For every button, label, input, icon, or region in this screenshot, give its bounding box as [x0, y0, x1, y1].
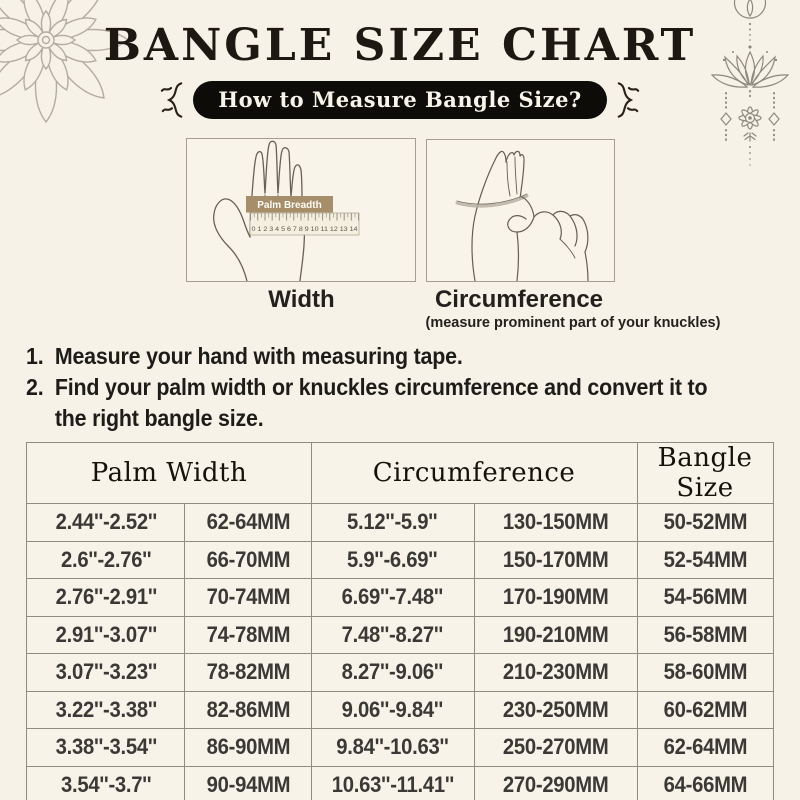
palm-width-in: 2.6''-2.76'' [60, 546, 152, 572]
palm-width-mm: 90-94MM [206, 771, 290, 797]
how-to-measure-badge: How to Measure Bangle Size? [193, 81, 607, 119]
width-caption: Width [268, 286, 335, 314]
col-header-palm-width: Palm Width [27, 443, 311, 504]
palm-width-mm: 66-70MM [206, 546, 290, 572]
bangle-size-mm: 52-54MM [663, 546, 747, 572]
instruction-step-1 [26, 341, 800, 372]
step-number: 2. [26, 374, 44, 401]
palm-width-in: 2.76''-2.91'' [55, 584, 157, 610]
bangle-size-mm: 50-52MM [663, 509, 747, 535]
circumference-in: 10.63''-11.41'' [331, 771, 454, 797]
circumference-mm: 210-230MM [502, 659, 609, 685]
hands-outline [457, 152, 588, 282]
circumference-in: 8.27''-9.06'' [341, 659, 444, 685]
palm-width-in: 3.07''-3.23'' [55, 659, 157, 685]
table-row [27, 616, 773, 654]
bangle-size-mm: 58-60MM [663, 659, 747, 685]
table-row [27, 729, 773, 767]
hand-circumference-illustration [426, 139, 615, 282]
circumference-in: 7.48''-8.27'' [341, 621, 444, 647]
table-row [27, 691, 773, 729]
table-row [27, 541, 773, 579]
palm-width-mm: 86-90MM [206, 734, 290, 760]
palm-width-mm: 78-82MM [206, 659, 290, 685]
circumference-mm: 170-190MM [502, 584, 609, 610]
table-row [27, 579, 773, 617]
palm-width-mm: 62-64MM [206, 509, 290, 535]
table-header-row [27, 443, 773, 504]
circumference-mm: 250-270MM [502, 734, 609, 760]
table-row [27, 504, 773, 542]
bangle-size-mm: 54-56MM [663, 584, 747, 610]
palm-width-in: 2.91''-3.07'' [55, 621, 157, 647]
page-title: BANGLE SIZE CHART [103, 20, 697, 71]
bangle-size-mm: 64-66MM [663, 771, 747, 797]
circumference-mm: 190-210MM [502, 621, 609, 647]
step-number: 1. [26, 343, 44, 370]
circumference-in: 5.9''-6.69'' [347, 546, 438, 572]
col-header-circumference: Circumference [311, 443, 637, 504]
palm-width-in: 3.54''-3.7'' [60, 771, 152, 797]
bangle-size-mm: 56-58MM [663, 621, 747, 647]
flourish-right-icon [616, 81, 640, 119]
circumference-in: 9.06''-9.84'' [341, 696, 444, 722]
circumference-mm: 150-170MM [502, 546, 609, 572]
step-text: Find your palm width or knuckles circumference and convert it to the right bangle size. [54, 374, 708, 432]
illustration-captions [0, 287, 800, 332]
palm-breadth-label [246, 196, 333, 213]
instructions-list [26, 341, 800, 434]
measurement-illustrations [0, 138, 800, 282]
hand-width-illustration [186, 138, 416, 282]
palm-width-mm: 70-74MM [206, 584, 290, 610]
instruction-step-2 [26, 372, 800, 434]
palm-width-mm: 82-86MM [206, 696, 290, 722]
circumference-mm: 130-150MM [502, 509, 609, 535]
ruler [250, 213, 359, 235]
palm-width-in: 3.38''-3.54'' [55, 734, 157, 760]
table-row [27, 766, 773, 800]
svg-text:Palm Breadth: Palm Breadth [256, 200, 322, 212]
circumference-caption: Circumference [434, 286, 604, 314]
palm-width-in: 3.22''-3.38'' [55, 696, 157, 722]
circumference-in: 9.84''-10.63'' [336, 734, 449, 760]
circumference-mm: 270-290MM [502, 771, 609, 797]
flourish-left-icon [160, 81, 184, 119]
col-header-bangle-size: Bangle Size [637, 443, 773, 504]
circumference-note: (measure prominent part of your knuckles) [425, 314, 721, 331]
step-text: Measure your hand with measuring tape. [54, 343, 463, 370]
circumference-in: 6.69''-7.48'' [341, 584, 444, 610]
ruler-numbers: 0 1 2 3 4 5 6 7 8 9 10 11 12 13 14 [251, 226, 358, 234]
bangle-size-mm: 62-64MM [663, 734, 747, 760]
bangle-size-mm: 60-62MM [663, 696, 747, 722]
table-row [27, 654, 773, 692]
palm-width-mm: 74-78MM [206, 621, 290, 647]
circumference-in: 5.12''-5.9'' [347, 509, 438, 535]
bangle-size-table [26, 442, 773, 800]
palm-width-in: 2.44''-2.52'' [55, 509, 157, 535]
circumference-mm: 230-250MM [502, 696, 609, 722]
